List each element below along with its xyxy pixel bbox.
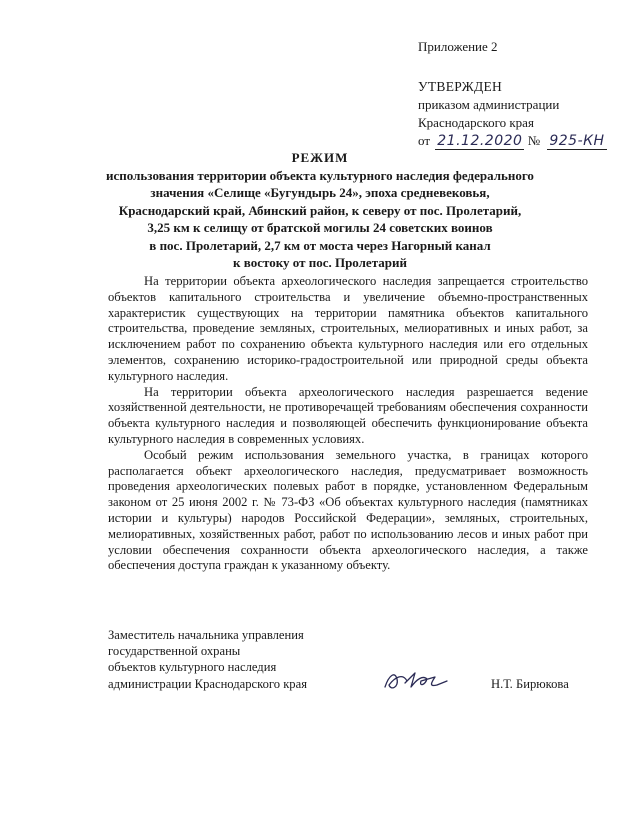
order-issuer-line-2: Краснодарского края: [418, 115, 534, 130]
signatory-title-line: администрации Краснодарского края: [108, 676, 307, 691]
order-date-number-line: [418, 132, 628, 150]
heading-line: к востоку от пос. Пролетарий: [233, 255, 407, 270]
from-label: от: [418, 133, 431, 148]
signatory-name: Н.Т. Бирюкова: [491, 677, 569, 691]
signature-block: [108, 627, 588, 692]
handwritten-date: 21.12.2020: [437, 133, 523, 149]
document-title: РЕЖИМ: [291, 150, 349, 165]
paragraph: На территории объекта археологического наследия разрешается ведение хозяйственной деятельности, не противоречащей требованиям обеспечения сохранности объекта культурного наследия и позволяющей обеспечить функционирование объекта культурного наследия в современных условиях.: [108, 384, 588, 446]
paragraph: Особый режим использования земельного участка, в границах которого располагается объект археологического наследия, предусматривает возможность проведения археологических полевых работ в порядке, установленном Федеральным законом от 25 июня 2002 г. № 73-ФЗ «Об объектах культурного наследия (памятниках истории и культуры) народов Российской Федерации», земляных, строительных, мелиоративных, хозяйственных работ, работ по использованию лесов и иных работ при условии обеспечения сохранности объекта археологического наследия, а также обеспечения доступа граждан к указанному объекту.: [108, 447, 588, 573]
approval-block: [418, 38, 628, 150]
number-label: №: [527, 133, 541, 148]
heading-line: Краснодарский край, Абинский район, к северу от пос. Пролетарий,: [118, 202, 522, 218]
appendix-label: Приложение 2: [418, 39, 498, 54]
document-body: [108, 274, 588, 574]
heading-line: значения «Селище «Бугундырь 24», эпоха средневековья,: [150, 185, 490, 200]
order-issuer-line-1: приказом администрации: [418, 97, 560, 112]
heading-line: в пос. Пролетарий, 2,7 км от моста через Нагорный канал: [149, 237, 491, 253]
handwritten-signature: [381, 665, 451, 695]
signatory-title-line: государственной охраны: [108, 644, 241, 659]
document-heading: [100, 149, 540, 272]
signatory-title-line: объектов культурного наследия: [108, 660, 277, 675]
signatory-title-line: Заместитель начальника управления: [108, 628, 304, 642]
paragraph: На территории объекта археологического наследия запрещается строительство объектов капитального строительства и увеличение объемно-пространственных характеристик существующих на территории памятника объектов капитального строительства, проведение земляных, строительных, мелиоративных и иных работ, за исключением работ по сохранению объекта культурного наследия или его отдельных элементов, сохранению историко-градостроительной или природной среды объекта культурного наследия.: [108, 274, 588, 383]
approved-label: УТВЕРЖДЕН: [418, 79, 503, 94]
heading-line: 3,25 км к селищу от братской могилы 24 советских воинов: [147, 220, 493, 235]
heading-line: использования территории объекта культурного наследия федерального: [106, 167, 534, 183]
handwritten-number: 925-КН: [549, 133, 605, 149]
